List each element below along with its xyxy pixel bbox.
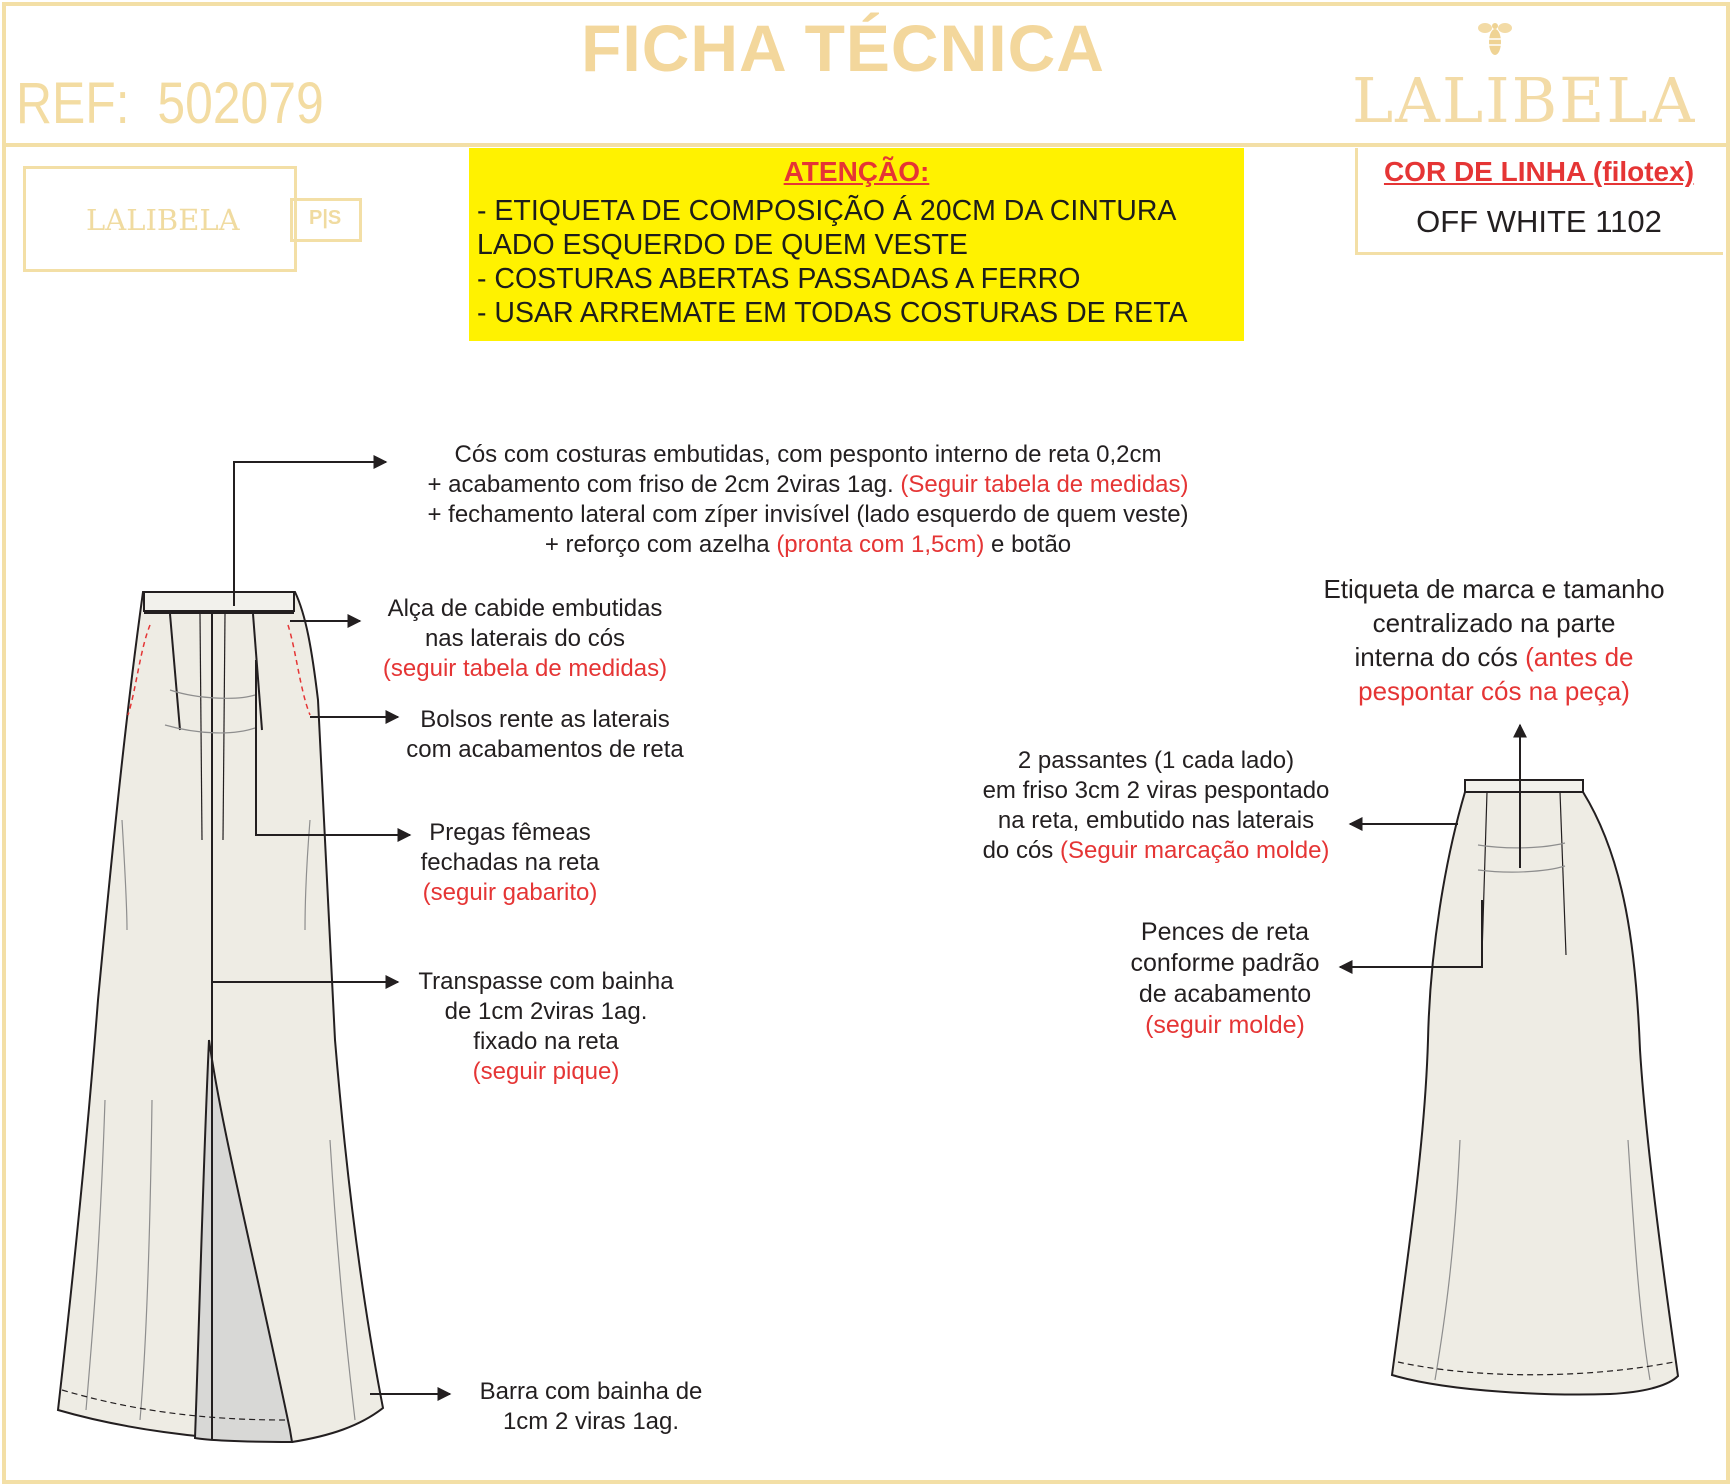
note-line: + fechamento lateral com zíper invisível (lado esquerdo de quem veste)	[427, 501, 1189, 528]
attention-line: LADO ESQUERDO DE QUEM VESTE	[477, 229, 968, 261]
note-line: 2 passantes (1 cada lado)	[1017, 747, 1295, 774]
note-hem	[456, 1377, 726, 1437]
note-line: Etiqueta de marca e tamanho	[1323, 574, 1665, 604]
note-belt-loops	[956, 746, 1356, 866]
note-line: Alça de cabide embutidas	[387, 595, 663, 622]
note-waistband	[378, 440, 1238, 560]
note-red-text: (Seguir tabela de medidas)	[900, 471, 1189, 498]
note-red-text: (Seguir marcação molde)	[1059, 837, 1330, 864]
note-red-text: pespontar cós na peça)	[1358, 676, 1630, 706]
note-line: de acabamento	[1138, 980, 1312, 1008]
note-line: com acabamentos de reta	[406, 736, 684, 763]
note-line	[378, 530, 1238, 560]
size-tag-text: P|S	[309, 207, 342, 229]
note-text: interna do cós	[1354, 642, 1526, 672]
note-line: em friso 3cm 2 viras pespontado	[982, 777, 1330, 804]
note-red-text: (seguir molde)	[1145, 1011, 1305, 1039]
note-line: na reta, embutido nas laterais	[997, 807, 1315, 834]
attention-line: - USAR ARREMATE EM TODAS COSTURAS DE RETA	[477, 297, 1188, 329]
note-red-text: (seguir pique)	[472, 1058, 620, 1085]
note-line: Cós com costuras embutidas, com pesponto interno de reta 0,2cm	[454, 441, 1162, 468]
note-line	[956, 836, 1356, 866]
note-hanger-loop	[360, 594, 690, 684]
note-text: + reforço com azelha	[544, 531, 777, 558]
note-red-text: (seguir tabela de medidas)	[382, 655, 668, 682]
page-title: FICHA TÉCNICA	[581, 11, 1105, 85]
note-line	[378, 470, 1238, 500]
note-darts	[1100, 917, 1350, 1041]
note-overlap	[396, 967, 696, 1087]
note-line: Pences de reta	[1140, 918, 1310, 946]
note-brand-label	[1282, 572, 1706, 708]
note-text: + acabamento com friso de 2cm 2viras 1ag.	[427, 471, 901, 498]
reference-number: REF: 502079	[16, 71, 324, 136]
note-line: centralizado na parte	[1372, 608, 1616, 638]
note-line: conforme padrão	[1130, 949, 1320, 977]
note-text: e botão	[984, 531, 1072, 558]
note-pockets	[380, 705, 710, 765]
note-pleats	[390, 818, 630, 908]
label-brand-text: LALIBELA	[86, 203, 240, 237]
brand-logo: LALIBELA	[1352, 64, 1697, 137]
note-line: fixado na reta	[473, 1028, 619, 1055]
thread-color-title: COR DE LINHA (filotex)	[1383, 156, 1695, 187]
note-line: Bolsos rente as laterais	[420, 706, 670, 733]
note-line: nas laterais do cós	[424, 625, 626, 652]
attention-line: - ETIQUETA DE COMPOSIÇÃO Á 20CM DA CINTURA	[477, 195, 1177, 227]
note-line: Pregas fêmeas	[429, 819, 591, 846]
note-line: de 1cm 2viras 1ag.	[444, 998, 648, 1025]
note-line: 1cm 2 viras 1ag.	[502, 1408, 680, 1435]
note-red-text: (pronta com 1,5cm)	[776, 531, 985, 558]
note-line: Barra com bainha de	[479, 1378, 703, 1405]
note-line: fechadas na reta	[420, 849, 600, 876]
note-red-text: (seguir gabarito)	[422, 879, 598, 906]
back-skirt-drawing	[1392, 780, 1678, 1394]
note-line	[1282, 640, 1706, 674]
attention-title: ATENÇÃO:	[783, 156, 930, 187]
note-red-text: (antes de	[1525, 642, 1634, 672]
thread-color-value: OFF WHITE 1102	[1416, 204, 1662, 239]
front-skirt-drawing	[58, 592, 383, 1442]
attention-line: - COSTURAS ABERTAS PASSADAS A FERRO	[477, 263, 1081, 295]
note-line: Transpasse com bainha	[418, 968, 674, 995]
note-text: do cós	[982, 837, 1060, 864]
